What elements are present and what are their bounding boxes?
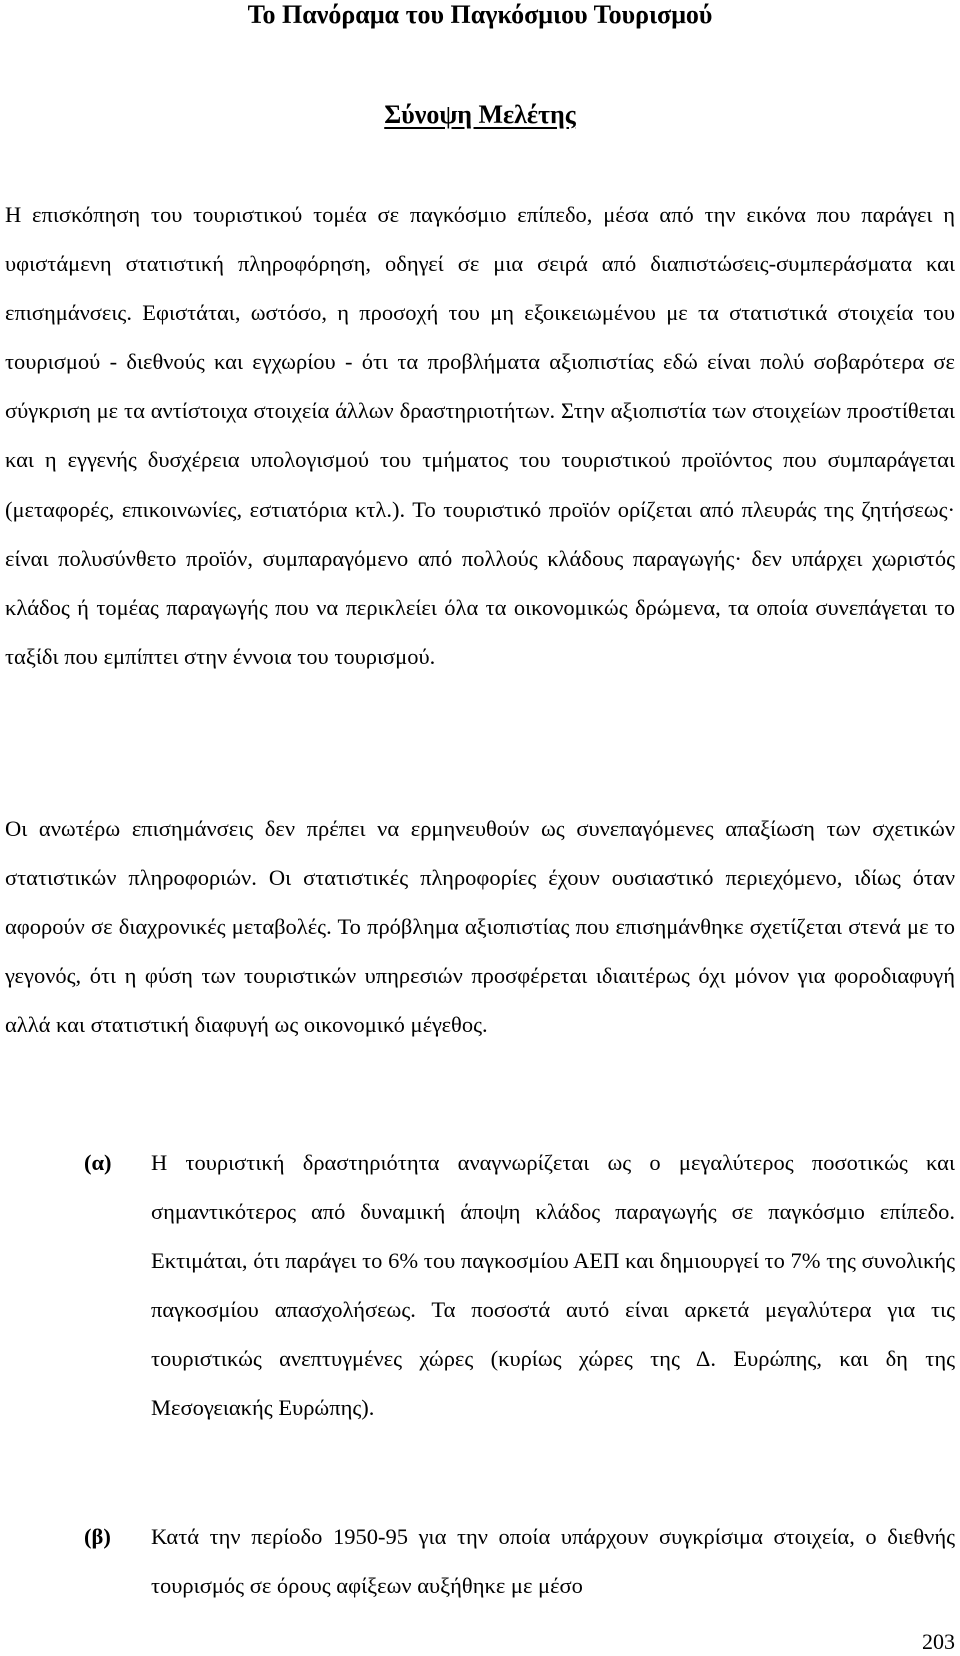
list-marker-b: (β) — [84, 1524, 111, 1549]
document-subtitle: Σύνοψη Μελέτης — [384, 100, 576, 129]
list-text-a: Η τουριστική δραστηριότητα αναγνωρίζεται ως ο μεγαλύτερος ποσοτικώς και σημαντικότερος από δυναμική άποψη κλάδος παραγωγής σε παγκόσμιο επίπεδο. Εκτιμάται, ότι παράγει το 6% του παγκοσμίου ΑΕΠ και δημιουργεί το 7% της συνολικής παγκοσμίου απασχολήσεως. Τα ποσοστά αυτό είναι αρκετά μεγαλύτερα για τις τουριστικώς ανεπτυγμένες χώρες (κυρίως χώρες της Δ. Ευρώπης, και δη της Μεσογειακής Ευρώπης). — [151, 1150, 955, 1421]
list-marker-a: (α) — [84, 1150, 112, 1175]
page-number: 203 — [922, 1629, 955, 1654]
list-text-b: Κατά την περίοδο 1950-95 για την οποία υπάρχουν συγκρίσιμα στοιχεία, ο διεθνής τουρισμός σε όρους αφίξεων αυξήθηκε με μέσο — [151, 1524, 955, 1599]
document-title: Το Πανόραμα του Παγκόσμιου Τουρισμού — [247, 0, 713, 29]
paragraph-1: Η επισκόπηση του τουριστικού τομέα σε παγκόσμιο επίπεδο, μέσα από την εικόνα που παράγει η υφιστάμενη στατιστική πληροφόρηση, οδηγεί σε μια σειρά από διαπιστώσεις-συμπεράσματα και επισημάνσεις. Εφιστάται, ωστόσο, η προσοχή του μη εξοικειωμένου με τα στατιστικά στοιχεία του τουρισμού - διεθνούς και εγχωρίου - ότι τα προβλήματα αξιοπιστίας εδώ είναι πολύ σοβαρότερα σε σύγκριση με τα αντίστοιχα στοιχεία άλλων δραστηριοτήτων. Στην αξιοπιστία των στοιχείων προστίθεται και η εγγενής δυσχέρεια υπολογισμού του τμήματος του τουριστικού προϊόντος που συμπαράγεται (μεταφορές, επικοινωνίες, εστιατόρια κτλ.). Το τουριστικό προϊόν ορίζεται από πλευράς της ζητήσεως· είναι πολυσύνθετο προϊόν, συμπαραγόμενο από πολλούς κλάδους παραγωγής· δεν υπάρχει χωριστός κλάδος ή τομέας παραγωγής που να περικλείει όλα τα οικονομικώς δρώμενα, τα οποία συνεπάγεται το ταξίδι που εμπίπτει στην έννοια του τουρισμού. — [5, 202, 955, 669]
paragraph-2: Οι ανωτέρω επισημάνσεις δεν πρέπει να ερμηνευθούν ως συνεπαγόμενες απαξίωση των σχετικών στατιστικών πληροφοριών. Οι στατιστικές πληροφορίες έχουν ουσιαστικό περιεχόμενο, ιδίως όταν αφορούν σε διαχρονικές μεταβολές. Το πρόβλημα αξιοπιστίας που επισημάνθηκε σχετίζεται στενά με το γεγονός, ότι η φύση των τουριστικών υπηρεσιών προσφέρεται ιδιαιτέρως όχι μόνον για φοροδιαφυγή αλλά και στατιστική διαφυγή ως οικονομικό μέγεθος. — [5, 816, 955, 1038]
